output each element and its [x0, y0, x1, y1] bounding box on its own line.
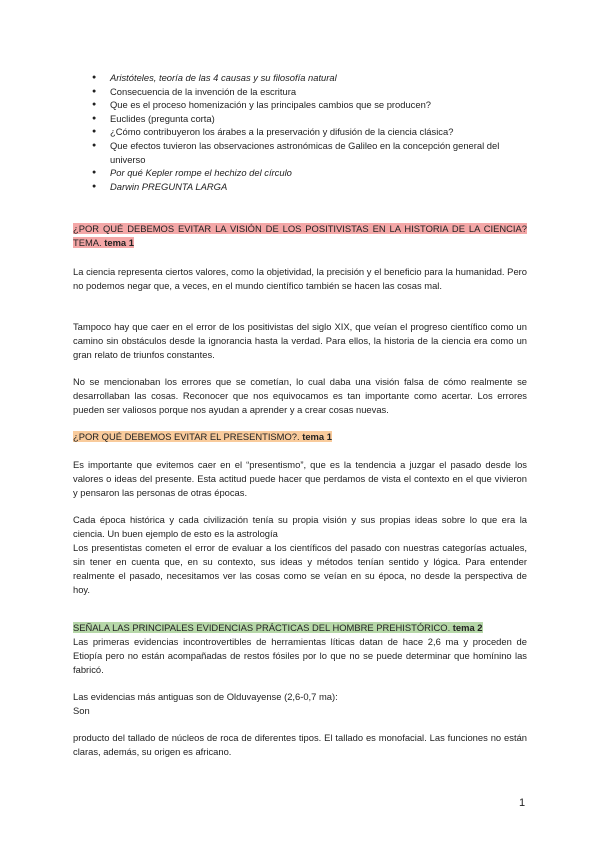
page-number: 1	[519, 797, 526, 809]
section3-paragraph-4: producto del tallado de núcleos de roca de diferentes tipos. El tallado es monofacial. Las funciones no están claras, además, su origen es africano.	[73, 732, 527, 757]
section2-paragraph-2b: Los presentistas cometen el error de evaluar a los científicos del pasado con nuestras categorías actuales, sin tener en cuenta que, en su contexto, sus ideas y métodos tenían sentido y lógica. Para entender realmente el pasado, necesitamos ver las cosas como se veían en su época, no desde la perspectiva de hoy.	[73, 542, 527, 595]
list-item: ● Aristóteles, teoría de las 4 causas y su filosofía natural	[92, 71, 532, 85]
list-item: ● Que es el proceso homenización y las principales cambios que se producen?	[92, 98, 532, 112]
list-item: ● Que efectos tuvieron las observaciones astronómicas de Galileo en la concepción general del universo	[92, 139, 532, 166]
list-item: ● Euclides (pregunta corta)	[92, 112, 532, 126]
section2-tag: tema 1	[302, 431, 332, 442]
section2-heading	[73, 430, 527, 444]
section3-heading	[73, 621, 527, 635]
section1-paragraph-1: La ciencia representa ciertos valores, como la objetividad, la precisión y el beneficio para la humanidad. Pero no podemos negar que, a veces, en el mundo científico también se hacen las cosas mal.	[73, 266, 527, 291]
section1-paragraph-2: Tampoco hay que caer en el error de los positivistas del siglo XIX, que veían el progreso científico como un camino sin obstáculos desde la ignorancia hasta la verdad. Para ellos, la historia de la ciencia era como un gran relato de triunfos constantes.	[73, 321, 527, 360]
section3-tag: tema 2	[452, 622, 483, 633]
list-item: ● Darwin PREGUNTA LARGA	[92, 180, 532, 194]
section3-paragraph-3: Son	[73, 705, 90, 716]
section2-heading-text: ¿POR QUÉ DEBEMOS EVITAR EL PRESENTISMO?.	[73, 431, 300, 442]
section2-paragraph-2a: Cada época histórica y cada civilización tenía su propia visión y sus propias ideas sobre lo que era la ciencia. Un buen ejemplo de esto es la astrología	[73, 514, 527, 539]
section1-heading-text: ¿POR QUÉ DEBEMOS EVITAR LA VISIÓN DE LOS POSITIVISTAS EN LA HISTORIA DE LA CIENCIA? TEMA.	[73, 223, 527, 248]
section1-paragraph-3: No se mencionaban los errores que se cometían, lo cual daba una visión falsa de cómo realmente se desarrollaban las cosas. Reconocer que nos equivocamos es tan importante como acertar. Los errores pueden ser valiosos porque nos ayudan a aprender y a crear cosas nuevas.	[73, 376, 527, 415]
list-item: ● ¿Cómo contribuyeron los árabes a la preservación y difusión de la ciencia clásica?	[92, 125, 532, 139]
section2-paragraph-1: Es importante que evitemos caer en el “presentismo”, que es la tendencia a juzgar el pasado desde los valores o ideas del presente. Esta actitud puede hacer que perdamos de vista el contexto en el que vivieron y pensaron las personas de otras épocas.	[73, 459, 527, 498]
list-item: ● Consecuencia de la invención de la escritura	[92, 85, 532, 99]
section3-paragraph-1: Las primeras evidencias incontrovertibles de herramientas líticas datan de hace 2,6 ma y proceden de Etiopía pero no están acompañadas de restos fósiles por lo que no se puede determinar que homínino las fabricó.	[73, 636, 527, 675]
section1-tag: tema 1	[104, 237, 134, 248]
topic-bullet-list	[92, 71, 532, 193]
section3-heading-text: SEÑALA LAS PRINCIPALES EVIDENCIAS PRÁCTICAS DEL HOMBRE PREHISTÓRICO.	[73, 622, 451, 633]
list-item: ● Por qué Kepler rompe el hechizo del círculo	[92, 166, 532, 180]
section3-paragraph-2: Las evidencias más antiguas son de Olduvayense (2,6-0,7 ma):	[73, 691, 338, 702]
section1-heading	[73, 222, 527, 250]
